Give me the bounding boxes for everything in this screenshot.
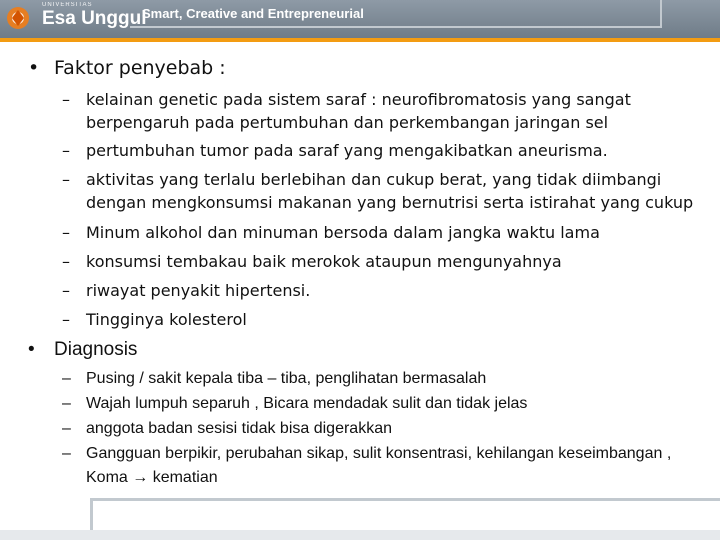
footer-band — [0, 530, 720, 540]
dash-marker: – — [62, 445, 71, 462]
list-item-text: aktivitas yang terlalu berlebihan dan cukup berat, yang tidak diimbangi dengan mengkonsumsi makanan yang bernutrisi serta istirahat yang cukup — [86, 170, 694, 212]
bullet-marker: • — [28, 339, 35, 360]
list-item-text: Minum alkohol dan minuman bersoda dalam jangka waktu lama — [86, 223, 600, 242]
list-item-text: Wajah lumpuh separuh , Bicara mendadak sulit dan tidak jelas — [86, 395, 528, 412]
header-band — [0, 0, 720, 38]
footer-frame — [90, 498, 720, 531]
list-item-text: Pusing / sakit kepala tiba – tiba, penglihatan bermasalah — [86, 370, 487, 387]
section-title-diagnosis: Diagnosis — [54, 339, 138, 360]
list-item-text: konsumsi tembakau baik merokok ataupun mengunyahnya — [86, 252, 562, 271]
brand-name: Esa Unggul — [42, 8, 147, 29]
list-item-text: pertumbuhan tumor pada saraf yang mengakibatkan aneurisma. — [86, 141, 608, 160]
tagline: Smart, Creative and Entrepreneurial — [142, 6, 364, 21]
list-item-text: Tingginya kolesterol — [86, 310, 247, 329]
dash-marker: – — [62, 252, 70, 271]
list-item-text: riwayat penyakit hipertensi. — [86, 281, 311, 300]
dash-marker: – — [62, 281, 70, 300]
dash-marker: – — [62, 141, 70, 160]
dash-marker: – — [62, 223, 70, 242]
dash-marker: – — [62, 310, 70, 329]
accent-bar — [0, 38, 720, 42]
dash-marker: – — [62, 90, 70, 109]
dash-marker: – — [62, 420, 71, 437]
bullet-marker: • — [28, 57, 40, 79]
dash-marker: – — [62, 395, 71, 412]
dash-marker: – — [62, 370, 71, 387]
list-item-text: kelainan genetic pada sistem saraf : neurofibromatosis yang sangat berpengaruh pada pertumbuhan dan perkembangan jaringan sel — [86, 90, 631, 132]
section-title-faktor: Faktor penyebab : — [54, 57, 226, 79]
list-item-text: anggota badan sesisi tidak bisa digerakkan — [86, 420, 392, 437]
dash-marker: – — [62, 170, 70, 189]
brand-small-text: UNIVERSITAS — [42, 2, 93, 8]
university-logo-icon — [4, 3, 44, 33]
list-item-text: Gangguan berpikir, perubahan sikap, sulit konsentrasi, kehilangan keseimbangan , Koma → kematian — [86, 445, 672, 486]
